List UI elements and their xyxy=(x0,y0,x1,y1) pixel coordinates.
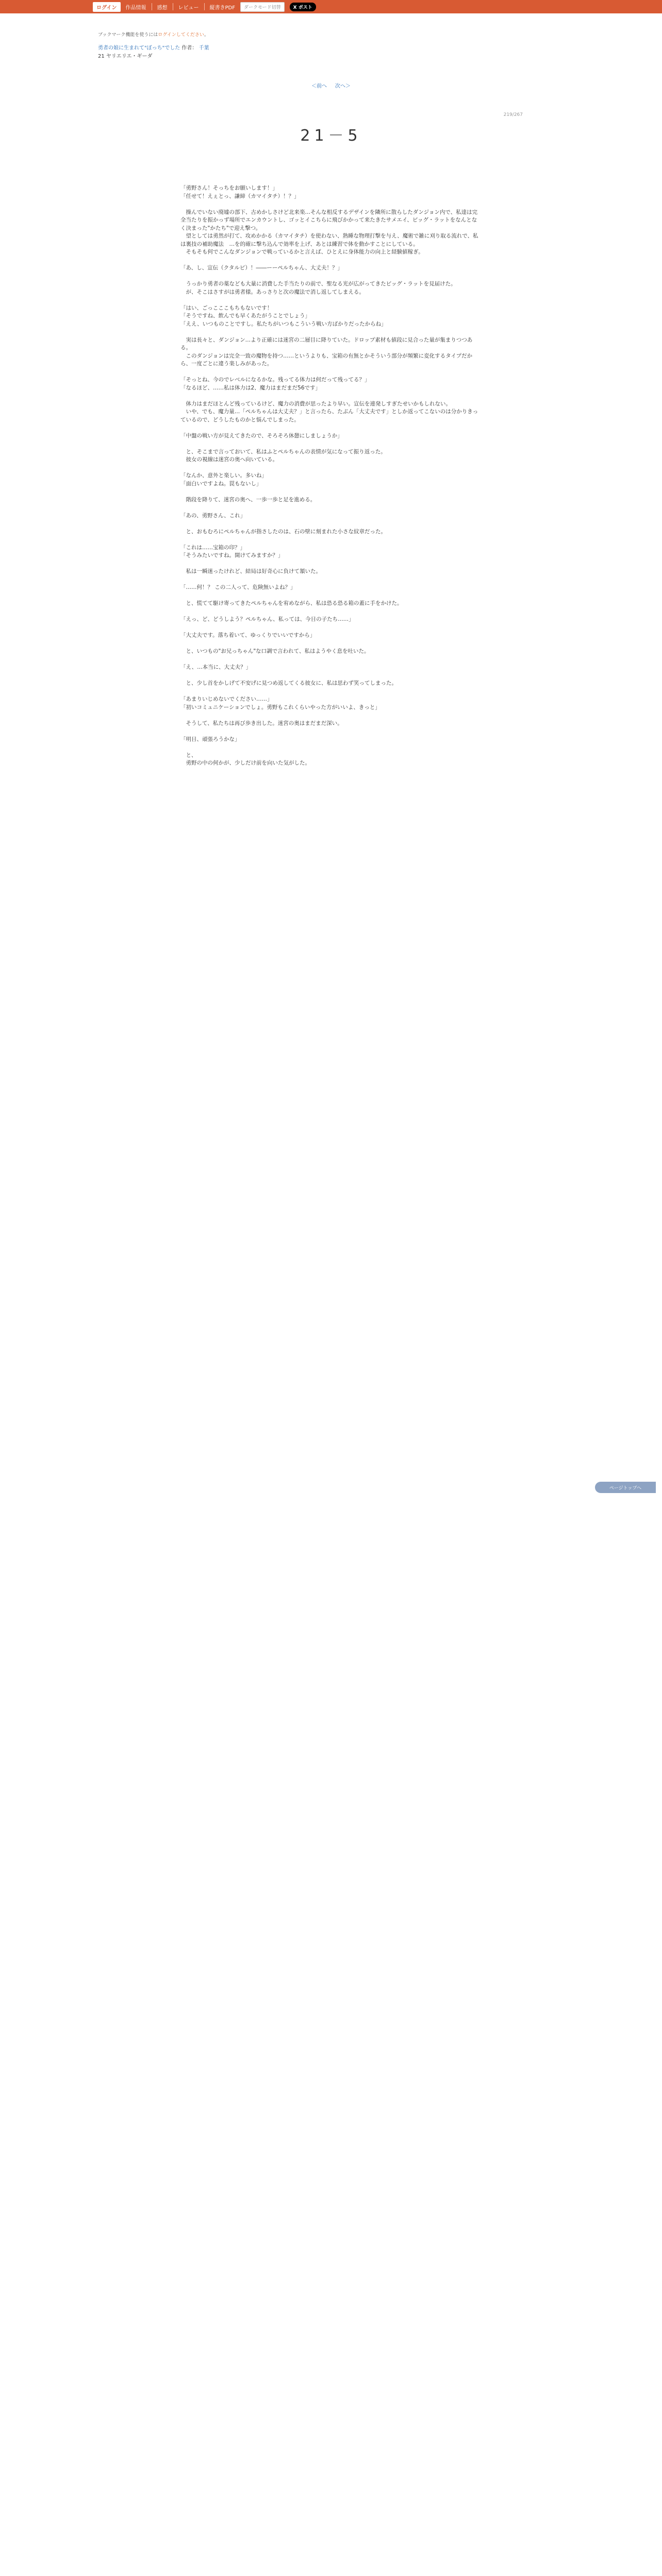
x-post-button[interactable]: X ポスト xyxy=(290,3,316,11)
paragraph: と、おもむろにペルちゃんが指さしたのは、石の壁に刻まれた小さな紋章だった。 xyxy=(180,528,386,535)
paragraph: 私は一瞬迷ったけれど、結局は好奇心に負けて頷いた。 xyxy=(180,568,321,574)
dark-mode-toggle[interactable]: ダークモード切替 xyxy=(240,2,285,12)
paragraph: 「なるほど、……私は体力は2、魔力はまだまだ56です」 xyxy=(180,384,321,391)
paragraph xyxy=(180,536,482,544)
paragraph: 「明日、頑張ろうかな」 xyxy=(180,736,240,742)
paragraph: 彼女の視線は迷宮の奥へ向いている。 xyxy=(180,456,278,463)
novel-body xyxy=(180,184,482,768)
paragraph: 「あまりいじめないでください……」 xyxy=(180,696,273,702)
paragraph xyxy=(180,464,482,472)
paragraph xyxy=(180,257,482,265)
episode-part: ヤリエリエ・ギーダ xyxy=(106,54,153,59)
paragraph xyxy=(180,743,482,752)
paragraph: と、いつもの"お兄っちゃん"な口調で言われて、私はようやく息を吐いた。 xyxy=(180,648,370,654)
paragraph xyxy=(180,440,482,448)
paragraph xyxy=(180,608,482,616)
paragraph: 階段を降りて、迷宮の奥へ、一歩一歩と足を進める。 xyxy=(180,496,316,503)
episode-number: 21 xyxy=(98,54,105,59)
paragraph: 体力はまだほとんど残っているけど、魔力の消費が思ったより早い。宣伝を連発しすぎたせいかもしれない。 xyxy=(180,400,451,407)
paragraph xyxy=(180,672,482,680)
prev-link[interactable]: ＜前へ xyxy=(311,83,327,89)
work-title-link[interactable]: 勇者の娘に生まれて"ぼっち"でした xyxy=(98,45,180,51)
paragraph xyxy=(180,368,482,377)
paragraph: 「……何！？ この二人って、危険無いよね？」 xyxy=(180,584,296,590)
paragraph: このダンジョンは完全一致の魔物を持つ……というよりも、宝箱の有無とかそういう部分が頻繁に変化するタイプだから、一度ごとに違う楽しみがあった。 xyxy=(180,352,473,367)
paragraph xyxy=(180,520,482,528)
paragraph: 「なんか、意外と楽しい。多いね」 xyxy=(180,472,267,479)
paragraph xyxy=(180,711,482,720)
notice-text-end: 。 xyxy=(204,32,209,38)
episode-line xyxy=(98,52,153,59)
paragraph xyxy=(180,688,482,696)
paragraph xyxy=(180,592,482,600)
paragraph: そもそも何でこんなダンジョンで戦っているかと言えば、ひとえに身体能力の向上と経験値稼ぎ。 xyxy=(180,249,424,255)
paragraph: と、少し首をかしげて不安げに見つめ返してくる彼女に、私は思わず笑ってしまった。 xyxy=(180,680,397,686)
paragraph: いや、でも、魔力量…「ペルちゃんは大丈夫？」と言ったら、たぶん「大丈夫です」としか返ってこないのは分かりきっているので、どうしたものかと悩んでしまった。 xyxy=(180,409,478,423)
paragraph: 「そっとね、今のでレベルになるかな。残ってる体力は何だって残ってる？」 xyxy=(180,377,370,383)
paragraph xyxy=(180,656,482,664)
page-top-button[interactable]: ページトップへ xyxy=(595,1482,656,1493)
paragraph: 「大丈夫です。落ち着いて、ゆっくりでいいですから」 xyxy=(180,632,316,638)
paragraph xyxy=(180,576,482,584)
login-button[interactable]: ログイン xyxy=(93,2,121,12)
nav-link-info[interactable]: 作品情報 xyxy=(125,5,146,11)
paragraph xyxy=(180,273,482,281)
paragraph: 「初いコミュニケーションでしょ。勇野もこれくらいやった方がいいよ、きっと」 xyxy=(180,704,380,710)
paragraph: 「中盤の戦い方が見えてきたので、そろそろ休憩にしましょうか」 xyxy=(180,432,343,439)
nav-link-impressions[interactable]: 感想 xyxy=(157,5,168,11)
paragraph xyxy=(180,727,482,736)
paragraph: 勇野の中の何かが、少しだけ前を向いた気がした。 xyxy=(180,760,310,766)
paragraph: 「そうみたいですね。開けてみますか？」 xyxy=(180,552,284,558)
notice-text: ブックマーク機能を使うには xyxy=(98,32,158,38)
paragraph: と、慌てて駆け寄ってきたペルちゃんを宥めながら、私は恐る恐る箱の蓋に手をかけた。 xyxy=(180,600,403,606)
notice-login-link[interactable]: ログインしてください xyxy=(158,32,204,38)
paragraph: 望としては勇然が打て、攻めかかる（カマイタチ）を使わない、熟睡な物理打撃を与え、魔術で雑に刈り取る流れで、私は裏技の補助魔法 …を的確に撃ち込んで効率を上げ、あとは練習で体を動かすことにしている。 xyxy=(180,233,478,247)
paragraph xyxy=(180,296,482,304)
chapter-nav-top xyxy=(0,81,662,89)
paragraph xyxy=(180,640,482,648)
paragraph: 「あの、勇野さん、これ」 xyxy=(180,512,246,519)
paragraph xyxy=(180,560,482,568)
paragraph: と、そこまで言っておいて、私はふとペルちゃんの表情が気になって振り返った。 xyxy=(180,448,386,455)
paragraph: 操んでいない廃墟の部下、古めかしさけど北来楽…そんな相反するデザインを隣所に散らしたダンジョン内で、私達は完全当たりを振かっず場所でエンカウントし、ゴッとイこちらに飛びかかって来たきたサメエイ、ビッグ・ラットをなんとなく決まった"かたち"で迎え撃つ。 xyxy=(180,209,478,231)
bookmark-notice xyxy=(98,31,209,38)
paragraph: うっかり勇者の薬なども大量に消費した手当たりの前で、聖なる光が広がってきたビッグ・ラットを見届けた。 xyxy=(180,281,456,287)
paragraph: 「勇野さん！そっちをお願いします！」 xyxy=(180,185,278,191)
paragraph xyxy=(180,392,482,400)
paragraph: と、 xyxy=(180,752,197,758)
divider xyxy=(204,3,205,10)
chapter-title: 21－5 xyxy=(300,127,362,145)
paragraph: 「面白いですよね。罠もないし」 xyxy=(180,480,262,487)
paragraph xyxy=(180,504,482,512)
paragraph: 「えっ、ど、どうしよう？ペルちゃん、私っては、今日の子たち……」 xyxy=(180,616,354,622)
paragraph xyxy=(180,624,482,632)
paragraph xyxy=(180,328,482,336)
nav-link-pdf[interactable]: 縦書きPDF xyxy=(209,5,235,11)
paragraph: 「あ、し、宣伝（クタルビ）！――ーーペルちゃん、大丈夫！？」 xyxy=(180,265,343,271)
paragraph: 「任せて！えぇとっ、謙締（カマイタチ）！？」 xyxy=(180,193,300,199)
work-header xyxy=(98,43,209,51)
paragraph xyxy=(180,488,482,496)
paragraph xyxy=(180,200,482,209)
paragraph: 「ええ、いつものことですし。私たちがいつもこういう戦い方ばかりだったからね」 xyxy=(180,320,387,327)
paragraph: 「そうですね、飲んでも早くあたがうことでしょう」 xyxy=(180,313,310,319)
paragraph: 「これは……宝箱の印？」 xyxy=(180,544,245,551)
page-number: 219/267 xyxy=(503,112,523,117)
next-link[interactable]: 次へ＞ xyxy=(335,83,351,89)
paragraph: 実は長々と、ダンジョン…より正確には迷宮の二層目に降りていた。ドロップ素材も値段に見合った量が集まりつつある。 xyxy=(180,336,473,351)
nav-link-review[interactable]: レビュー xyxy=(178,5,199,11)
author-link[interactable]: 千葉 xyxy=(198,45,209,51)
paragraph: 「はい、ごっこここもちもないです！ xyxy=(180,304,273,311)
paragraph: 「え、…本当に、大丈夫？」 xyxy=(180,664,252,670)
paragraph: そうして、私たちは再び歩き出した。迷宮の奥はまだまだ深い。 xyxy=(180,720,343,726)
author-label: 作者： xyxy=(181,45,197,51)
paragraph xyxy=(180,424,482,432)
top-bar xyxy=(0,0,662,13)
paragraph: が、そこはさすがは勇者様。あっさりと次の魔法で消し返してしまえる。 xyxy=(180,289,365,295)
